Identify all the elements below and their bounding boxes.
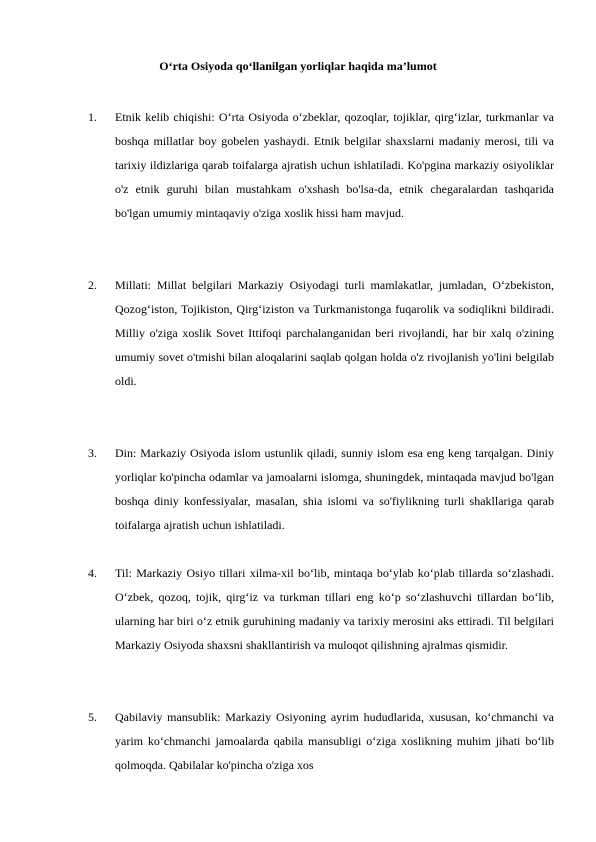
list-item-text: Qabilaviy mansublik: Markaziy Osiyoning ayrim hududlarida, xususan, ko‘chmanchi va yarim ko‘chmanchi jamoalarda qabila mansubligi o‘ziga xoslikning muhim jihati bo‘lib qolmoqda. Qabilalar ko'pincha o'ziga xos — [115, 710, 554, 772]
list-item-number: 1. — [88, 110, 97, 124]
list-item-number: 4. — [88, 566, 97, 580]
list-item-text: Etnik kelib chiqishi: O‘rta Osiyoda o‘zbeklar, qozoqlar, tojiklar, qirg‘izlar, turkmanlar va boshqa millatlar boy gobelen yashaydi. Etnik belgilar shaxslarni madaniy merosi, tili va tarixiy ildizlariga qarab toifalarga ajratish uchun ishlatiladi. Ko'pgina markaziy osiyoliklar o'z etnik guruhi bilan mustahkam o'xshash bo'lsa-da, etnik chegaralardan tashqarida bo'lgan umumiy mintaqaviy o'ziga xoslik hissi ham mavjud. — [115, 110, 554, 220]
list-item-number: 3. — [88, 446, 97, 460]
list-item-text: Til: Markaziy Osiyo tillari xilma-xil bo‘lib, mintaqa bo‘ylab ko‘plab tillarda so‘zlashadi. O‘zbek, qozoq, tojik, qirg‘iz va turkman tillari eng ko‘p so‘zlashuvchi tillardan bo‘lib, ularning har biri o‘z etnik guruhining madaniy va tarixiy merosini aks ettiradi. Til belgilari Markaziy Osiyoda shaxsni shakllantirish va muloqot qilishning ajralmas qismidir. — [115, 566, 554, 652]
list-item-number: 5. — [88, 710, 97, 724]
list-item-text: Din: Markaziy Osiyoda islom ustunlik qiladi, sunniy islom esa eng keng tarqalgan. Diniy yorliqlar ko'pincha odamlar va jamoalarni islomga, shuningdek, mintaqada mavjud bo'lgan boshqa diniy konfessiyalar, masalan, shia islomi va so'fiylikning turli shakllariga qarab toifalarga ajratish uchun ishlatiladi. — [115, 446, 554, 532]
document-title: O‘rta Osiyoda qo‘llanilgan yorliqlar haqida ma’lumot — [159, 59, 437, 73]
list-item-text: Millati: Millat belgilari Markaziy Osiyodagi turli mamlakatlar, jumladan, O‘zbekiston, Qozog‘iston, Tojikiston, Qirg‘iziston va Turkmanistonga fuqarolik va sodiqlikni bildiradi. Milliy o'ziga xoslik Sovet Ittifoqi parchalanganidan beri rivojlandi, har bir xalq o'zining umumiy sovet o'tmishi bilan aloqalarini saqlab qolgan holda o'z rivojlanish yo'lini belgilab oldi. — [115, 278, 554, 388]
list-item — [88, 705, 554, 815]
list-item-number: 2. — [88, 278, 97, 292]
